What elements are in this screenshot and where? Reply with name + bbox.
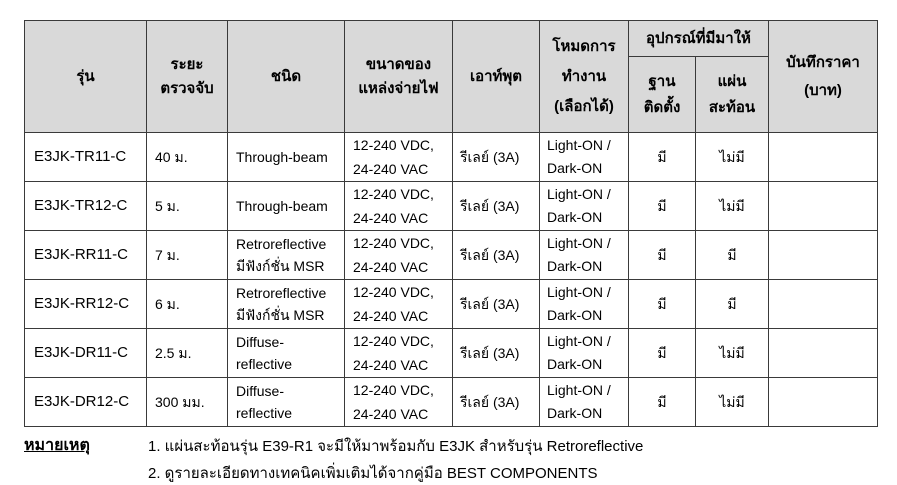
table-row bbox=[25, 133, 878, 182]
cell-model: E3JK-TR12-C bbox=[25, 182, 147, 231]
cell-reflector: มี bbox=[696, 231, 769, 280]
cell-range: 40 ม. bbox=[147, 133, 228, 182]
cell-power: 12-240 VDC, 24-240 VAC bbox=[345, 231, 453, 280]
product-spec-table bbox=[24, 20, 878, 427]
header-mode: โหมดการ ทำงาน (เลือกได้) bbox=[540, 21, 629, 133]
cell-price bbox=[769, 133, 878, 182]
cell-mode: Light-ON / Dark-ON bbox=[540, 329, 629, 378]
cell-price bbox=[769, 329, 878, 378]
cell-price bbox=[769, 231, 878, 280]
header-power: ขนาดของ แหล่งจ่ายไฟ bbox=[345, 21, 453, 133]
note-item: 1. แผ่นสะท้อนรุ่น E39-R1 จะมีให้มาพร้อมกับ E3JK สำหรับรุ่น Retroreflective bbox=[148, 438, 644, 455]
cell-mode: Light-ON / Dark-ON bbox=[540, 231, 629, 280]
cell-range: 7 ม. bbox=[147, 231, 228, 280]
header-output: เอาท์พุต bbox=[453, 21, 540, 133]
cell-output: รีเลย์ (3A) bbox=[453, 182, 540, 231]
cell-range: 2.5 ม. bbox=[147, 329, 228, 378]
cell-reflector: มี bbox=[696, 280, 769, 329]
cell-base: มี bbox=[629, 280, 696, 329]
cell-base: มี bbox=[629, 231, 696, 280]
cell-mode: Light-ON / Dark-ON bbox=[540, 133, 629, 182]
cell-type: Through-beam bbox=[228, 182, 345, 231]
cell-range: 300 มม. bbox=[147, 378, 228, 427]
cell-output: รีเลย์ (3A) bbox=[453, 133, 540, 182]
cell-mode: Light-ON / Dark-ON bbox=[540, 182, 629, 231]
cell-power: 12-240 VDC, 24-240 VAC bbox=[345, 280, 453, 329]
cell-mode: Light-ON / Dark-ON bbox=[540, 280, 629, 329]
cell-price bbox=[769, 280, 878, 329]
cell-range: 6 ม. bbox=[147, 280, 228, 329]
cell-base: มี bbox=[629, 329, 696, 378]
cell-model: E3JK-RR11-C bbox=[25, 231, 147, 280]
cell-reflector: ไม่มี bbox=[696, 329, 769, 378]
note-item: 2. ดูรายละเอียดทางเทคนิคเพิ่มเติมได้จากคู่มือ BEST COMPONENTS bbox=[148, 465, 598, 482]
header-price: บันทึกราคา (บาท) bbox=[769, 21, 878, 133]
table-row bbox=[25, 231, 878, 280]
cell-range: 5 ม. bbox=[147, 182, 228, 231]
cell-model: E3JK-DR11-C bbox=[25, 329, 147, 378]
table-row bbox=[25, 329, 878, 378]
cell-output: รีเลย์ (3A) bbox=[453, 280, 540, 329]
cell-price bbox=[769, 378, 878, 427]
cell-model: E3JK-RR12-C bbox=[25, 280, 147, 329]
cell-type: Diffuse- reflective bbox=[228, 378, 345, 427]
cell-power: 12-240 VDC, 24-240 VAC bbox=[345, 329, 453, 378]
cell-power: 12-240 VDC, 24-240 VAC bbox=[345, 182, 453, 231]
cell-price bbox=[769, 182, 878, 231]
header-reflector: แผ่น สะท้อน bbox=[696, 57, 769, 133]
header-accessories: อุปกรณ์ที่มีมาให้ bbox=[629, 21, 769, 57]
header-model: รุ่น bbox=[25, 21, 147, 133]
table-row bbox=[25, 182, 878, 231]
cell-mode: Light-ON / Dark-ON bbox=[540, 378, 629, 427]
cell-reflector: ไม่มี bbox=[696, 133, 769, 182]
notes-title: หมายเหตุ bbox=[24, 437, 90, 454]
cell-reflector: ไม่มี bbox=[696, 378, 769, 427]
table-body bbox=[25, 133, 878, 427]
cell-output: รีเลย์ (3A) bbox=[453, 378, 540, 427]
cell-model: E3JK-TR11-C bbox=[25, 133, 147, 182]
cell-base: มี bbox=[629, 182, 696, 231]
cell-power: 12-240 VDC, 24-240 VAC bbox=[345, 378, 453, 427]
cell-output: รีเลย์ (3A) bbox=[453, 329, 540, 378]
cell-model: E3JK-DR12-C bbox=[25, 378, 147, 427]
table-row bbox=[25, 378, 878, 427]
table-header bbox=[25, 21, 878, 133]
table-row bbox=[25, 280, 878, 329]
cell-type: Retroreflective มีฟังก์ชั่น MSR bbox=[228, 280, 345, 329]
header-base: ฐาน ติดตั้ง bbox=[629, 57, 696, 133]
cell-type: Through-beam bbox=[228, 133, 345, 182]
cell-type: Diffuse- reflective bbox=[228, 329, 345, 378]
cell-base: มี bbox=[629, 133, 696, 182]
header-type: ชนิด bbox=[228, 21, 345, 133]
cell-reflector: ไม่มี bbox=[696, 182, 769, 231]
header-range: ระยะ ตรวจจับ bbox=[147, 21, 228, 133]
cell-output: รีเลย์ (3A) bbox=[453, 231, 540, 280]
cell-base: มี bbox=[629, 378, 696, 427]
cell-power: 12-240 VDC, 24-240 VAC bbox=[345, 133, 453, 182]
cell-type: Retroreflective มีฟังก์ชั่น MSR bbox=[228, 231, 345, 280]
